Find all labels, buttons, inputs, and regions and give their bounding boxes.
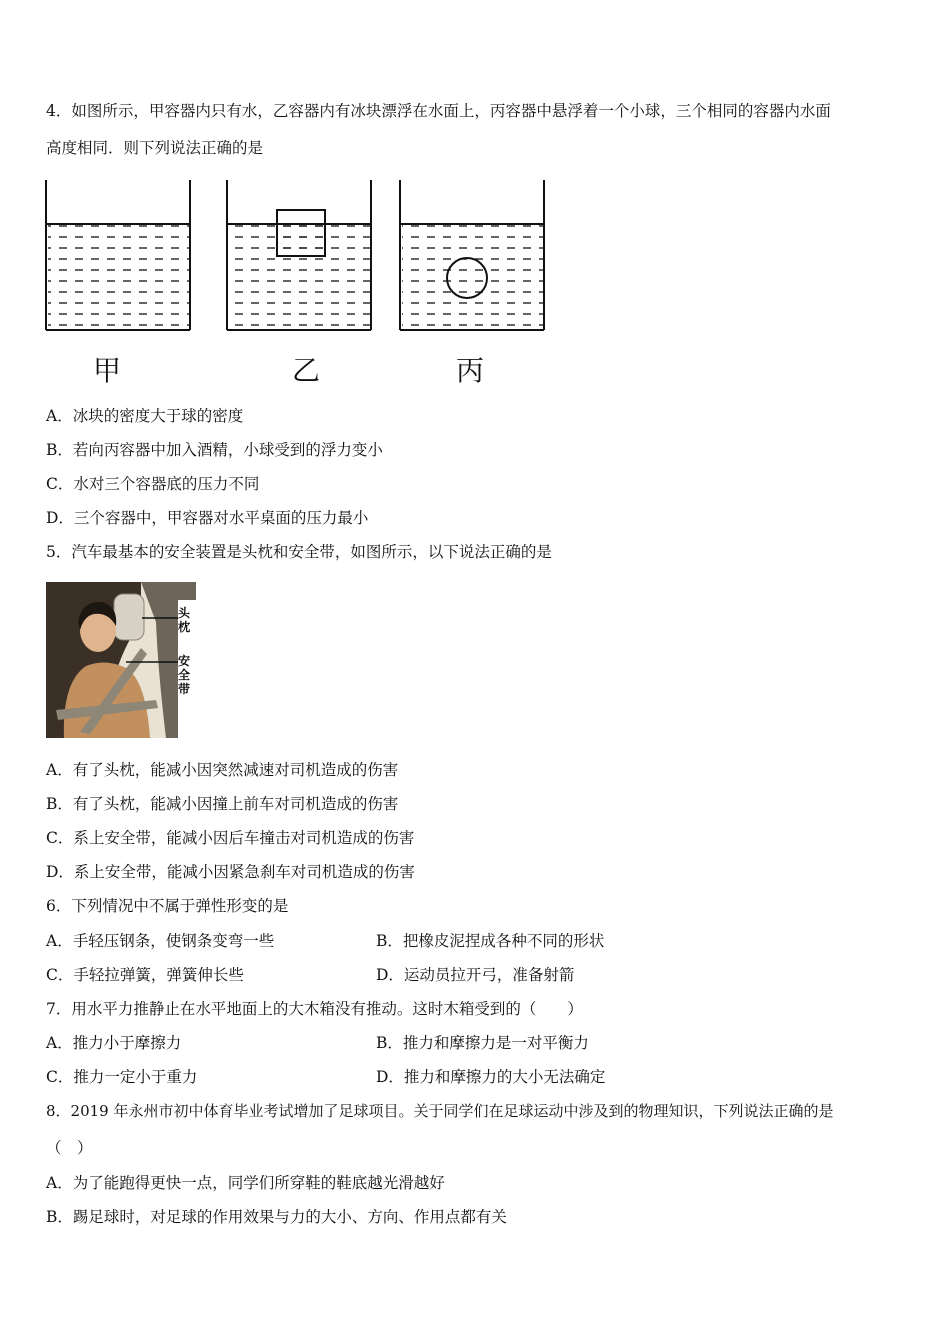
q4-stem-line2: 高度相同．则下列说法正确的是 (46, 139, 264, 157)
q4-option-a: A．冰块的密度大于球的密度 (46, 407, 244, 425)
q4-option-d: D．三个容器中，甲容器对水平桌面的压力最小 (46, 509, 369, 527)
q4-option-b: B．若向丙容器中加入酒精，小球受到的浮力变小 (46, 441, 383, 459)
q8-option-a: A．为了能跑得更快一点，同学们所穿鞋的鞋底越光滑越好 (46, 1174, 445, 1192)
q8-stem-line1: 8．2019 年永州市初中体育毕业考试增加了足球项目。关于同学们在足球运动中涉及到的物理知识，下列说法正确的是 (46, 1102, 834, 1120)
container-yi (227, 180, 371, 330)
caption-bing: 丙 (456, 354, 485, 387)
q7-option-a: A．推力小于摩擦力 (46, 1034, 182, 1052)
container-jia (46, 180, 190, 330)
q7-option-c: C．推力一定小于重力 (46, 1068, 198, 1086)
q6-option-b: B．把橡皮泥捏成各种不同的形状 (376, 932, 605, 950)
q4-option-c: C．水对三个容器底的压力不同 (46, 475, 260, 493)
q5-option-d: D．系上安全带，能减小因紧急刹车对司机造成的伤害 (46, 863, 415, 881)
caption-yi: 乙 (292, 354, 321, 387)
caption-jia: 甲 (93, 354, 122, 387)
container-bing (400, 180, 544, 330)
q5-option-c: C．系上安全带，能减小因后车撞击对司机造成的伤害 (46, 829, 415, 847)
q6-option-c: C．手轻拉弹簧，弹簧伸长些 (46, 966, 244, 984)
containers-diagram (40, 176, 560, 336)
q7-stem: 7．用水平力推静止在水平地面上的大木箱没有推动。这时木箱受到的（ ） (46, 1000, 583, 1018)
label-headrest: 头枕 (178, 606, 191, 634)
q5-option-b: B．有了头枕，能减小因撞上前车对司机造成的伤害 (46, 795, 399, 813)
q6-option-d: D．运动员拉开弓，准备射箭 (376, 966, 575, 984)
q5-stem: 5．汽车最基本的安全装置是头枕和安全带，如图所示，以下说法正确的是 (46, 543, 552, 561)
q7-option-b: B．推力和摩擦力是一对平衡力 (376, 1034, 589, 1052)
q8-option-b: B．踢足球时，对足球的作用效果与力的大小、方向、作用点都有关 (46, 1208, 507, 1226)
label-seatbelt: 安全带 (178, 654, 191, 696)
q7-option-d: D．推力和摩擦力的大小无法确定 (376, 1068, 606, 1086)
q5-option-a: A．有了头枕，能减小因突然减速对司机造成的伤害 (46, 761, 399, 779)
q8-stem-line2: （ ） (46, 1139, 93, 1157)
seatbelt-photo (46, 582, 196, 738)
q6-option-a: A．手轻压钢条，使钢条变弯一些 (46, 932, 275, 950)
q4-stem-line1: 4．如图所示，甲容器内只有水，乙容器内有冰块漂浮在水面上，丙容器中悬浮着一个小球，三个相同的容器内水面 (46, 102, 831, 120)
q6-stem: 6．下列情况中不属于弹性形变的是 (46, 897, 289, 915)
